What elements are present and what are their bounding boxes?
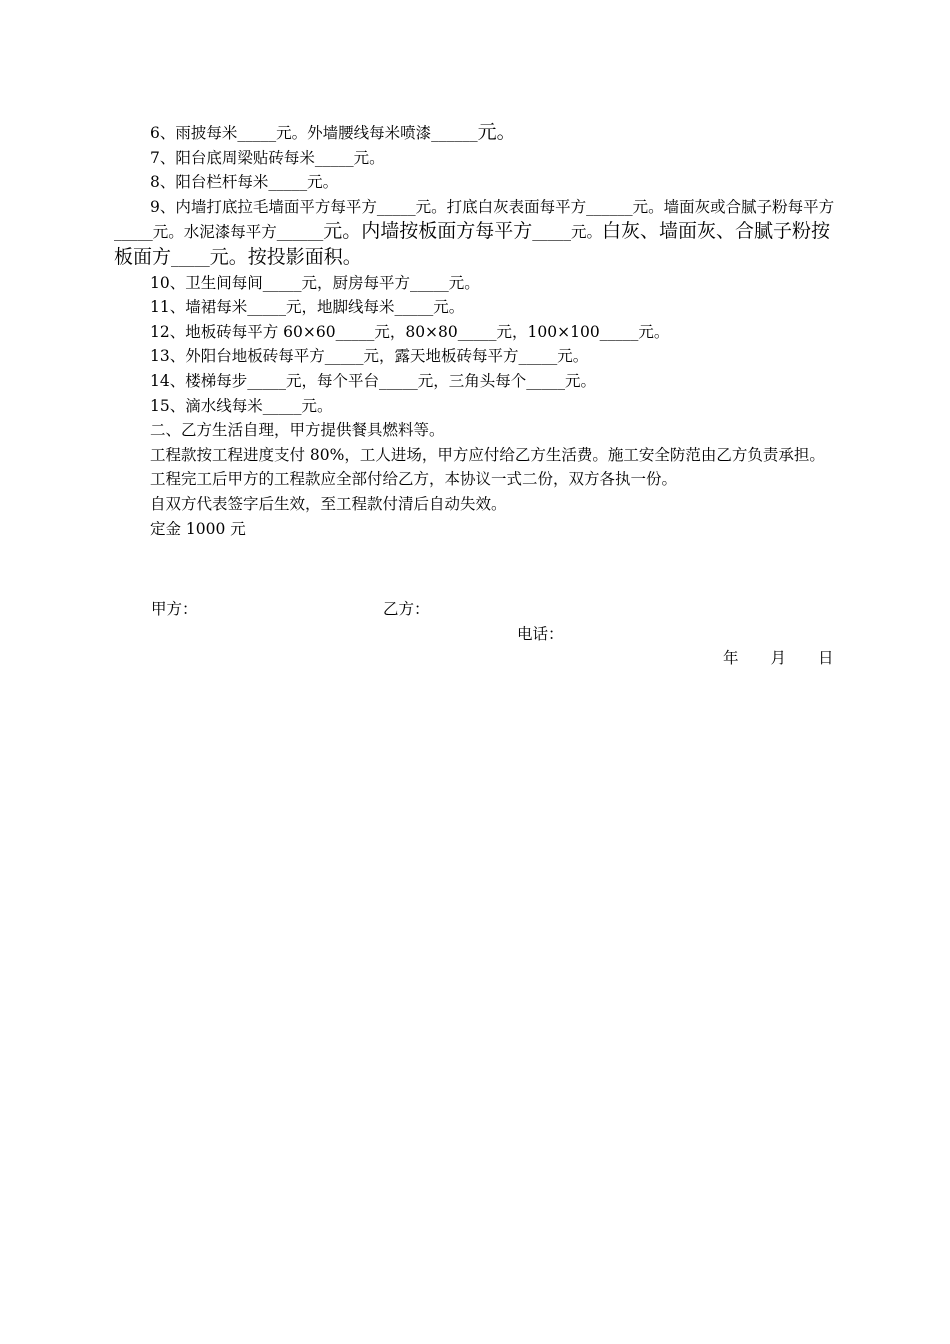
item-12: 12、地板砖每平方 60×60_____元，80×80_____元，100×100_____元。 <box>150 322 670 341</box>
clause-living: 二、乙方生活自理，甲方提供餐具燃料等。 <box>150 421 445 440</box>
party-a-label: 甲方： <box>151 600 198 618</box>
item-15: 15、滴水线每米_____元。 <box>150 396 333 415</box>
item-9-part3: _____元。 <box>532 223 603 242</box>
item-9-part2: 元。内墙按板面方每平方 <box>323 220 533 243</box>
phone-label: 电话： <box>517 625 564 643</box>
item-9-part6: 元。按投影面积。 <box>209 245 362 268</box>
date-line <box>723 646 834 671</box>
item-11: 11、墙裙每米_____元，地脚线每米_____元。 <box>150 298 465 317</box>
item-14: 14、楼梯每步_____元，每个平台_____元，三角头每个_____元。 <box>150 371 596 390</box>
item-13: 13、外阳台地板砖每平方_____元，露天地板砖每平方_____元。 <box>150 347 589 366</box>
item-6-text: 6、雨披每米_____元。外墙腰线每米喷漆______ <box>150 124 478 142</box>
item-10: 10、卫生间每间_____元，厨房每平方_____元。 <box>150 273 480 292</box>
date-month: 月 <box>770 649 787 667</box>
item-9-part5: _____ <box>171 248 210 267</box>
clause-deposit: 定金 1000 元 <box>150 519 246 538</box>
item-9-part1: 9、内墙打底拉毛墙面平方每平方_____元。打底白灰表面每平方______元。墙面灰或合腻子粉每平方_____元。水泥漆每平方______ <box>114 197 835 242</box>
item-9 <box>114 195 836 271</box>
date-year: 年 <box>723 649 739 667</box>
item-8: 8、阳台栏杆每米_____元。 <box>150 173 339 192</box>
clause-completion: 工程完工后甲方的工程款应全部付给乙方，本协议一式二份，双方各执一份。 <box>150 470 678 489</box>
item-7: 7、阳台底周梁贴砖每米_____元。 <box>150 148 385 167</box>
clause-validity: 自双方代表签字后生效，至工程款付清后自动失效。 <box>150 494 507 513</box>
document-body <box>114 120 836 541</box>
item-6-tail: 元。 <box>477 121 516 143</box>
item-6 <box>114 120 836 146</box>
clause-payment: 工程款按工程进度支付 80%，工人进场，甲方应付给乙方生活费。施工安全防范由乙方负责承担。 <box>150 445 825 464</box>
item-9-part4: 白灰、墙面灰、合腻子粉按板面方 <box>114 220 831 268</box>
party-b-label: 乙方： <box>383 600 430 618</box>
date-day: 日 <box>818 649 834 667</box>
